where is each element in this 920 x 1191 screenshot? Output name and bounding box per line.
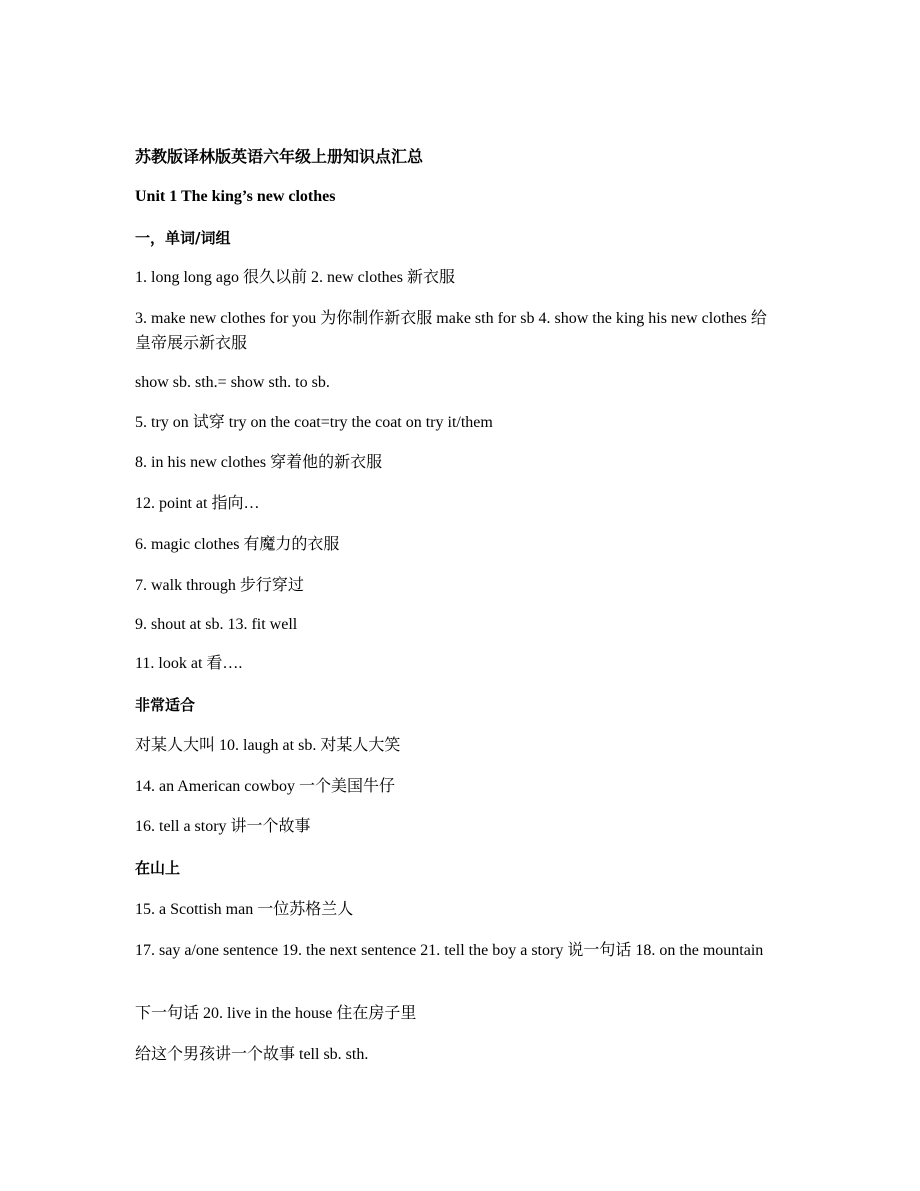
text-line-8: 7. walk through 步行穿过: [135, 577, 304, 594]
text-line-4: 5. try on 试穿 try on the coat=try the coat on try it/them: [135, 414, 493, 431]
text-line-17: 17. say a/one sentence 19. the next sentence 21. tell the boy a story 说一句话 18. on the mountain: [135, 942, 764, 959]
text-line-7: 6. magic clothes 有魔力的衣服: [135, 536, 340, 553]
text-line-11: 非常适合: [135, 696, 196, 714]
text-line-15: 在山上: [135, 859, 181, 877]
text-line-14: 16. tell a story 讲一个故事: [135, 818, 311, 835]
document-title: 苏教版译林版英语六年级上册知识点汇总: [135, 149, 424, 166]
unit-heading: Unit 1 The king’s new clothes: [135, 188, 336, 205]
text-line-19: 给这个男孩讲一个故事 tell sb. sth.: [135, 1046, 369, 1063]
text-line-1: 1. long long ago 很久以前 2. new clothes 新衣服: [135, 269, 455, 286]
text-line-16: 15. a Scottish man 一位苏格兰人: [135, 901, 354, 918]
text-line-9: 9. shout at sb. 13. fit well: [135, 616, 298, 633]
section-heading: 一，单词/词组: [135, 229, 231, 247]
text-line-2: 3. make new clothes for you 为你制作新衣服 make sth for sb 4. show the king his new clothes 给皇帝展示新衣服: [135, 310, 767, 352]
text-line-6: 12. point at 指向…: [135, 495, 260, 512]
text-line-13: 14. an American cowboy 一个美国牛仔: [135, 778, 395, 795]
text-line-12: 对某人大叫 10. laugh at sb. 对某人大笑: [135, 737, 401, 754]
text-line-5: 8. in his new clothes 穿着他的新衣服: [135, 454, 383, 471]
text-line-18: 下一句话 20. live in the house 住在房子里: [135, 1005, 417, 1022]
text-line-3: show sb. sth.= show sth. to sb.: [135, 374, 330, 391]
text-line-10: 11. look at 看….: [135, 655, 243, 672]
